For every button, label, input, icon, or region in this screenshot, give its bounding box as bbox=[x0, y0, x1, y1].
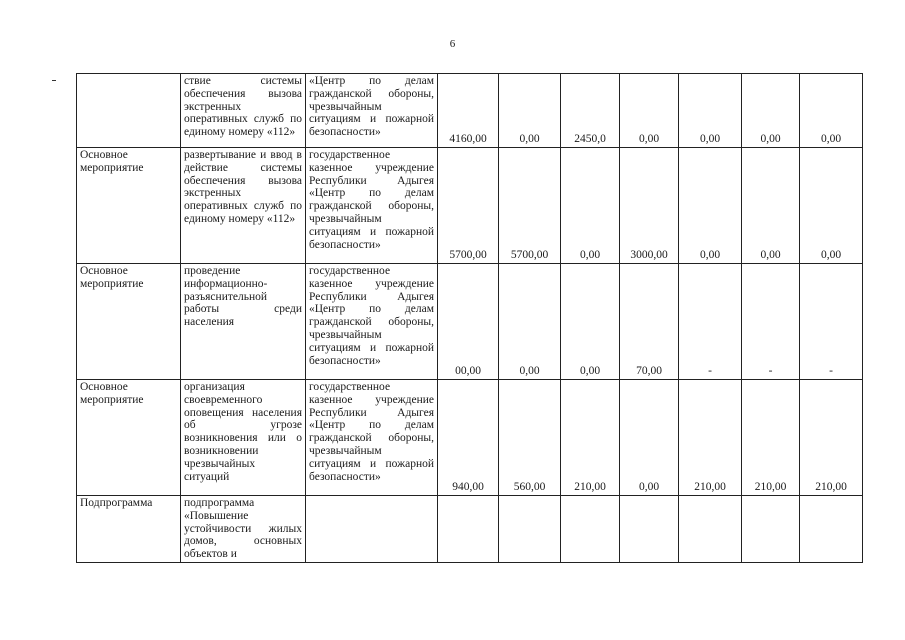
value-cell bbox=[620, 496, 679, 563]
row-name: развертывание и ввод в действие системы обеспечения вызова экстренных оперативных служб по единому номеру «112» bbox=[181, 148, 306, 264]
table-row bbox=[77, 148, 863, 264]
value-cell bbox=[438, 496, 499, 563]
table-row bbox=[77, 496, 863, 563]
value-cell bbox=[800, 496, 863, 563]
table-row bbox=[77, 74, 863, 148]
value-cell: 0,00 bbox=[800, 74, 863, 148]
value-cell bbox=[561, 496, 620, 563]
table-row bbox=[77, 264, 863, 380]
row-name: проведение информационно-разъяснительной работы среди населения bbox=[181, 264, 306, 380]
margin-mark bbox=[52, 80, 56, 81]
value-cell: - bbox=[742, 264, 800, 380]
value-cell: 5700,00 bbox=[499, 148, 561, 264]
row-name: подпрограмма «Повышение устойчивости жилых домов, основных объектов и bbox=[181, 496, 306, 563]
row-category: Основное мероприятие bbox=[77, 380, 181, 496]
value-cell: 0,00 bbox=[800, 148, 863, 264]
row-category: Основное мероприятие bbox=[77, 264, 181, 380]
row-name: организация своевременного оповещения населения об угрозе возникновения или о возникновении чрезвычайных ситуаций bbox=[181, 380, 306, 496]
value-cell: 0,00 bbox=[561, 264, 620, 380]
value-cell: - bbox=[679, 264, 742, 380]
row-executor: государственное казенное учреждение Республики Адыгея «Центр по делам гражданской обороны, чрезвычайным ситуациям и пожарной безопасности» bbox=[306, 148, 438, 264]
value-cell: 210,00 bbox=[800, 380, 863, 496]
value-cell: 0,00 bbox=[742, 74, 800, 148]
value-cell: 3000,00 bbox=[620, 148, 679, 264]
row-executor: «Центр по делам гражданской обороны, чрезвычайным ситуациям и пожарной безопасности» bbox=[306, 74, 438, 148]
value-cell: 0,00 bbox=[620, 74, 679, 148]
value-cell: 5700,00 bbox=[438, 148, 499, 264]
value-cell: 210,00 bbox=[561, 380, 620, 496]
value-cell: 00,00 bbox=[438, 264, 499, 380]
value-cell: 0,00 bbox=[499, 74, 561, 148]
value-cell: 210,00 bbox=[679, 380, 742, 496]
value-cell: 4160,00 bbox=[438, 74, 499, 148]
program-table bbox=[76, 73, 863, 563]
value-cell: 560,00 bbox=[499, 380, 561, 496]
value-cell: 70,00 bbox=[620, 264, 679, 380]
value-cell: 0,00 bbox=[561, 148, 620, 264]
value-cell: 210,00 bbox=[742, 380, 800, 496]
value-cell: 0,00 bbox=[679, 74, 742, 148]
row-name: ствие системы обеспечения вызова экстренных оперативных служб по единому номеру «112» bbox=[181, 74, 306, 148]
row-executor: государственное казенное учреждение Республики Адыгея «Центр по делам гражданской обороны, чрезвычайным ситуациям и пожарной безопасности» bbox=[306, 264, 438, 380]
row-category: Основное мероприятие bbox=[77, 148, 181, 264]
value-cell: - bbox=[800, 264, 863, 380]
row-executor bbox=[306, 496, 438, 563]
value-cell: 940,00 bbox=[438, 380, 499, 496]
page-number: 6 bbox=[449, 38, 456, 50]
row-category: Подпрограмма bbox=[77, 496, 181, 563]
value-cell bbox=[679, 496, 742, 563]
value-cell: 2450,0 bbox=[561, 74, 620, 148]
value-cell: 0,00 bbox=[679, 148, 742, 264]
table-row bbox=[77, 380, 863, 496]
row-executor: государственное казенное учреждение Республики Адыгея «Центр по делам гражданской обороны, чрезвычайным ситуациям и пожарной безопасности» bbox=[306, 380, 438, 496]
value-cell: 0,00 bbox=[742, 148, 800, 264]
value-cell bbox=[742, 496, 800, 563]
value-cell: 0,00 bbox=[499, 264, 561, 380]
value-cell: 0,00 bbox=[620, 380, 679, 496]
row-category bbox=[77, 74, 181, 148]
value-cell bbox=[499, 496, 561, 563]
